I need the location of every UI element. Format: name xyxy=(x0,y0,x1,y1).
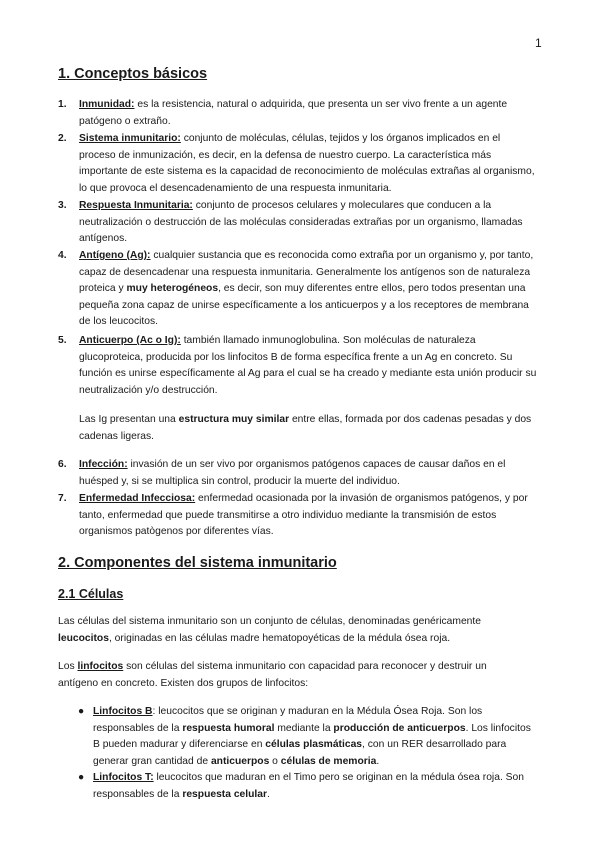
item-number: 7. xyxy=(58,493,67,504)
bullet-emphasis: células de memoria xyxy=(280,755,377,767)
section-1-title: 1. Conceptos básicos xyxy=(58,66,208,82)
concept-definition: también llamado inmunoglobulina. Son moléculas de naturaleza glucoproteica, producida por los linfocitos B de forma específica frente a un Ag en concreto. Su función es unirse específicamente al Ag para el cual se ha creado y mediante esta unión producir su neutralización y/o destrucción. xyxy=(79,335,537,396)
bullet-text: . Los linfocitos B pueden madurar y diferenciarse en xyxy=(93,722,531,751)
concept-term: Enfermedad Infecciosa: xyxy=(79,493,196,504)
anticuerpo-extra-paragraph xyxy=(79,412,538,445)
concept-item-respuesta-inmunitaria xyxy=(58,198,538,248)
bullet-emphasis: respuesta humoral xyxy=(182,722,275,734)
bullet-text: leucocitos que maduran en el Timo pero se originan en la médula ósea roja. Son responsables de la xyxy=(93,772,524,800)
extra-text: Las Ig presentan una xyxy=(79,414,179,425)
bullet-term: Linfocitos T: xyxy=(93,772,154,783)
bullet-dot-icon: ● xyxy=(78,772,85,783)
bullet-text: . xyxy=(376,755,380,767)
paragraph-text: Las células del sistema inmunitario son un conjunto de células, denominadas genéricamente xyxy=(58,616,481,627)
bullet-text: mediante la xyxy=(274,722,334,734)
celulas-paragraph xyxy=(58,614,528,647)
bullet-text: . xyxy=(267,788,270,800)
bullet-emphasis: producción de anticuerpos xyxy=(333,722,466,734)
item-number: 6. xyxy=(58,459,67,470)
concept-definition: es la resistencia, natural o adquirida, que presenta un ser vivo frente a un agente patógeno o extraño. xyxy=(79,99,508,127)
extra-text-cont: entre ellas, formada por dos cadenas pesadas y dos cadenas ligeras. xyxy=(79,414,532,442)
concept-term: Sistema inmunitario: xyxy=(79,133,181,144)
linfocitos-paragraph xyxy=(58,659,528,692)
item-number: 1. xyxy=(58,99,67,110)
concept-emphasis: muy heterogéneos xyxy=(126,283,219,295)
subsection-title: 2.1 Células xyxy=(58,587,124,601)
item-number: 4. xyxy=(58,250,67,261)
concept-term: Inmunidad: xyxy=(79,99,135,110)
concept-item-inmunidad xyxy=(58,97,538,130)
concept-item-sistema-inmunitario xyxy=(58,131,538,197)
section-2-title: 2. Componentes del sistema inmunitario xyxy=(58,555,337,571)
bullet-text: o xyxy=(269,755,281,767)
extra-emphasis: estructura muy similar xyxy=(178,414,290,425)
bullet-text: : leucocitos que se originan y maduran en la Médula Ósea Roja. Son los responsables de la xyxy=(93,706,483,734)
bullet-emphasis: respuesta celular xyxy=(182,788,268,800)
item-number: 5. xyxy=(58,335,67,346)
bullet-emphasis: anticuerpos xyxy=(210,755,270,767)
concept-definition: enfermedad ocasionada por la invasión de organismos patógenos, y por tanto, enfermedad que puede transmitirse a otro individuo mediante la transmisión de estos organismos patògenos por diferentes vías. xyxy=(79,493,528,538)
bullet-text: , con un RER desarrollado para generar gran cantidad de xyxy=(93,739,507,767)
concept-term: Respuesta Inmunitaria: xyxy=(79,200,193,211)
concept-definition: conjunto de procesos celulares y moleculares que conducen a la neutralización o destrucción de las moléculas consideradas extrañas por un organismo, llamadas antígenos. xyxy=(79,200,523,245)
bullet-linfocitos-t xyxy=(78,770,540,803)
concept-definition: invasión de un ser vivo por organismos patógenos capaces de causar daños en el huésped y, si se multiplica sin control, producir la muerte del individuo. xyxy=(79,459,506,487)
concept-item-enfermedad-infecciosa xyxy=(58,491,538,541)
concept-definition-cont: , es decir, son muy diferentes entre ellos, pero todos presentan una pequeña zona capaz de unirse específicamente a los anticuerpos y a los receptores de membrana de los leucocitos. xyxy=(79,283,529,328)
item-number: 3. xyxy=(58,200,67,211)
bullet-emphasis: células plasmáticas xyxy=(265,739,363,751)
concept-item-antigeno xyxy=(58,248,538,331)
bullet-term: Linfocitos B xyxy=(93,706,153,717)
paragraph-term: linfocitos xyxy=(77,661,124,672)
paragraph-text-cont: , originadas en las células madre hematopoyéticas de la médula ósea roja. xyxy=(108,632,451,644)
concept-definition: cualquier sustancia que es reconocida como extraña por un organismo y, por tanto, capaz de desencadenar una respuesta inmunitaria. Generalmente los antígenos son de naturaleza proteica y xyxy=(79,250,534,295)
paragraph-text: Los xyxy=(58,661,78,672)
concept-term: Anticuerpo (Ac o Ig): xyxy=(79,335,181,346)
paragraph-emphasis: leucocitos xyxy=(58,632,109,644)
paragraph-text-cont: son células del sistema inmunitario con capacidad para reconocer y destruir un antígeno en concreto. Existen dos grupos de linfocitos: xyxy=(58,661,487,689)
bullet-dot-icon: ● xyxy=(78,706,85,717)
bullet-linfocitos-b xyxy=(78,704,540,770)
concept-definition: conjunto de moléculas, células, tejidos y los órganos implicados en el proceso de inmunización, es decir, en la defensa de nuestro cuerpo. La característica más importante de este sistema es la capacidad de reconocimiento de moléculas extrañas al organismo, lo que provoca el desencadenamiento de una respuesta inmunitaria. xyxy=(79,133,535,194)
concept-item-infeccion xyxy=(58,457,538,490)
concept-term: Infección: xyxy=(79,459,128,470)
item-number: 2. xyxy=(58,133,67,144)
concept-term: Antígeno (Ag): xyxy=(79,250,151,261)
concept-item-anticuerpo xyxy=(58,333,538,399)
page-number: 1 xyxy=(535,36,542,50)
